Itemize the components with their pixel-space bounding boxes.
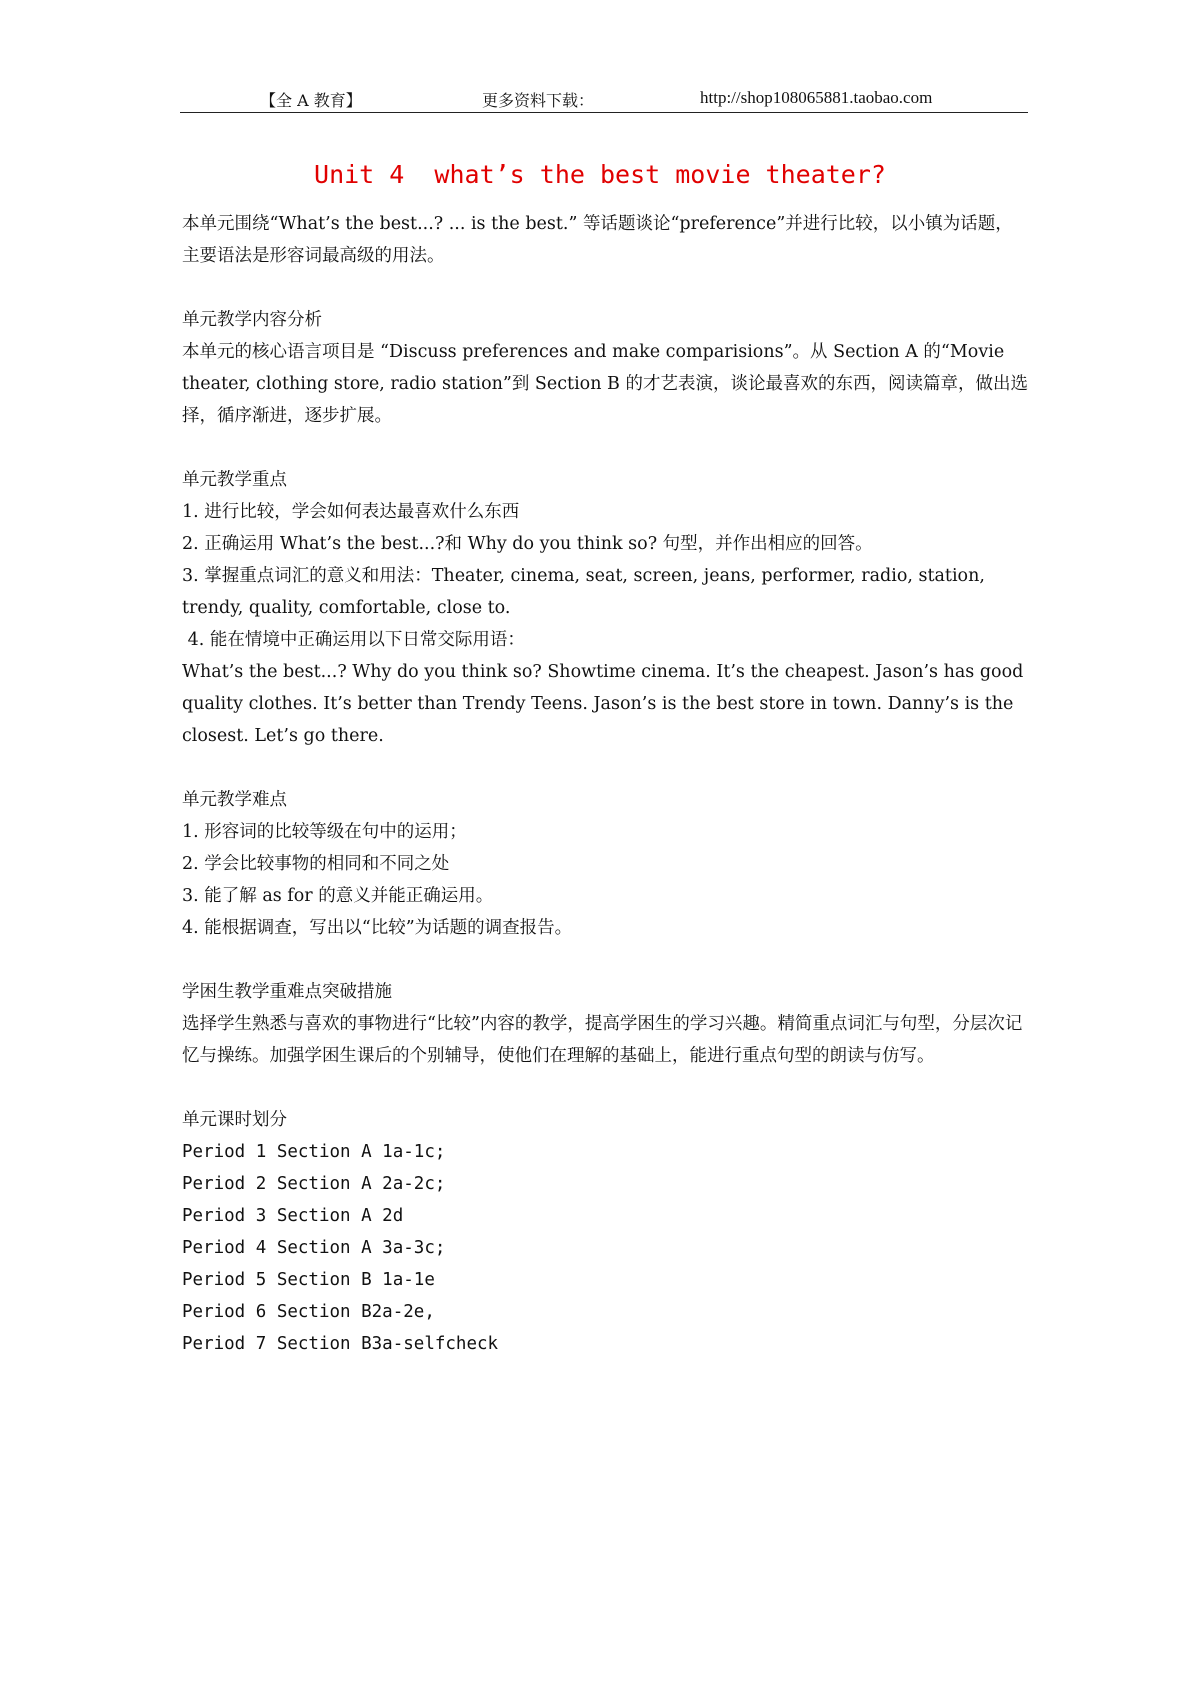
key-point-item: 3. 掌握重点词汇的意义和用法：Theater, cinema, seat, screen, jeans, performer, radio, station, trendy, quality, comfortable, close to. [182,566,985,618]
period-item: Period 7 Section B3a-selfcheck [182,1334,499,1354]
page-header [180,86,1028,113]
key-points-heading: 单元教学重点 [182,470,287,490]
measures-paragraph: 选择学生熟悉与喜欢的事物进行“比较”内容的教学，提高学困生的学习兴趣。精简重点词汇与句型，分层次记忆与操练。加强学困生课后的个别辅导，使他们在理解的基础上，能进行重点句型的朗读与仿写。 [182,1014,1023,1066]
periods-heading: 单元课时划分 [182,1110,287,1130]
key-point-item: 1. 进行比较，学会如何表达最喜欢什么东西 [182,502,520,522]
spacer [182,432,1030,464]
spacer [182,1072,1030,1104]
difficulty-item: 4. 能根据调查，写出以“比较”为话题的调查报告。 [182,918,573,938]
difficulties-heading: 单元教学难点 [182,790,287,810]
difficulty-item: 2. 学会比较事物的相同和不同之处 [182,854,450,874]
key-point-item: 2. 正确运用 What’s the best...?和 Why do you think so? 句型，并作出相应的回答。 [182,534,873,554]
key-point-item: What’s the best...? Why do you think so? Showtime cinema. It’s the cheapest. Jason’s has good quality clothes. It’s better than Trendy Teens. Jason’s is the best store in town. Danny’s is the closest. Let’s go there. [182,662,1024,746]
key-point-item: 4. 能在情境中正确运用以下日常交际用语： [182,630,525,650]
intro-paragraph: 本单元围绕“What’s the best...? ... is the best.” 等话题谈论“preference”并进行比较，以小镇为话题，主要语法是形容词最高级的用法。 [182,214,1013,266]
analysis-heading: 单元教学内容分析 [182,310,322,330]
period-item: Period 3 Section A 2d [182,1206,404,1226]
period-item: Period 1 Section A 1a-1c; [182,1142,446,1162]
spacer [182,752,1030,784]
period-item: Period 5 Section B 1a-1e [182,1270,435,1290]
period-item: Period 6 Section B2a-2e, [182,1302,435,1322]
period-item: Period 4 Section A 3a-3c; [182,1238,446,1258]
difficulty-item: 1. 形容词的比较等级在句中的运用； [182,822,467,842]
header-url[interactable]: http://shop108065881.taobao.com [700,88,933,107]
header-brand: 【全 A 教育】 [260,91,362,110]
spacer [182,272,1030,304]
document-body [182,208,1030,1360]
analysis-paragraph: 本单元的核心语言项目是 “Discuss preferences and make comparisions”。从 Section A 的“Movie theater, clothing store, radio station”到 Section B 的才艺表演，谈论最喜欢的东西，阅读篇章，做出选择，循序渐进，逐步扩展。 [182,342,1028,426]
period-item: Period 2 Section A 2a-2c; [182,1174,446,1194]
spacer [182,944,1030,976]
measures-heading: 学困生教学重难点突破措施 [182,982,392,1002]
page-title: Unit 4 what’s the best movie theater? [314,160,886,189]
header-download-label: 更多资料下载： [482,91,595,110]
difficulty-item: 3. 能了解 as for 的意义并能正确运用。 [182,886,494,906]
